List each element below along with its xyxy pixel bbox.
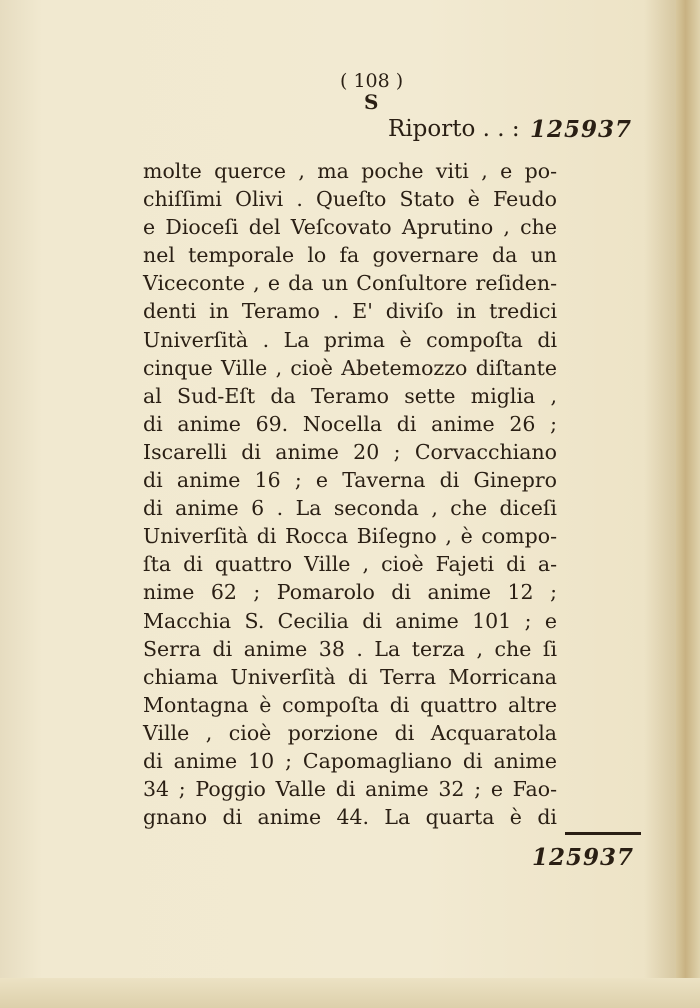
text-line: ſta di quattro Ville , cioè Fajeti di a-	[143, 552, 557, 577]
text-line: nime 62 ; Pomarolo di anime 12 ;	[143, 580, 557, 605]
text-line: di anime 6 . La seconda , che diceſi	[143, 496, 557, 521]
text-line: chiama Univerſità di Terra Morricana	[143, 664, 557, 689]
page-bottom-edge	[0, 978, 700, 1008]
text-line: nel temporale lo fa governare da un	[143, 243, 557, 268]
page-edge	[676, 0, 700, 1008]
text-line: al Sud-Eſt da Teramo sette miglia ,	[143, 383, 557, 408]
text-line: Serra di anime 38 . La terza , che ſi	[143, 636, 557, 661]
text-line: Univerſità di Rocca Biſegno , è compo-	[143, 524, 557, 549]
text-line: denti in Teramo . E' diviſo in tredici	[143, 299, 557, 324]
text-line: di anime 16 ; e Taverna di Ginepro	[143, 468, 557, 493]
text-line: Montagna è compoſta di quattro altre	[143, 692, 557, 717]
page-number: ( 108 )	[340, 70, 404, 92]
body-text	[143, 157, 557, 831]
text-line: Macchia S. Cecilia di anime 101 ; e	[143, 608, 557, 633]
text-line: Univerſità . La prima è compoſta di	[143, 327, 557, 352]
text-line: Iscarelli di anime 20 ; Corvacchiano	[143, 439, 557, 464]
text-line: molte querce , ma poche viti , e po-	[143, 159, 557, 183]
text-line: di anime 69. Nocella di anime 26 ;	[143, 411, 557, 436]
text-line: Ville , cioè porzione di Acquaratola	[143, 720, 557, 745]
sum-rule	[565, 832, 641, 835]
text-line: e Dioceſi del Veſcovato Aprutino , che	[143, 215, 557, 240]
text-line: Viceconte , e da un Conſultore reſiden-	[143, 271, 557, 296]
text-line: 34 ; Poggio Valle di anime 32 ; e Fao-	[143, 777, 557, 802]
carry-forward-label: Riporto . . :	[388, 116, 520, 142]
text-line: cinque Ville , cioè Abetemozzo diſtante	[143, 355, 557, 380]
text-line: gnano di anime 44. La quarta è di	[143, 805, 557, 830]
text-line: chiſſimi Olivi . Queſto Stato è Feudo	[143, 187, 557, 212]
carry-forward-total: 125937	[530, 116, 633, 143]
text-line: di anime 10 ; Capomagliano di anime	[143, 748, 557, 773]
footer-total: 125937	[532, 844, 635, 871]
signature-mark: S	[364, 90, 379, 114]
